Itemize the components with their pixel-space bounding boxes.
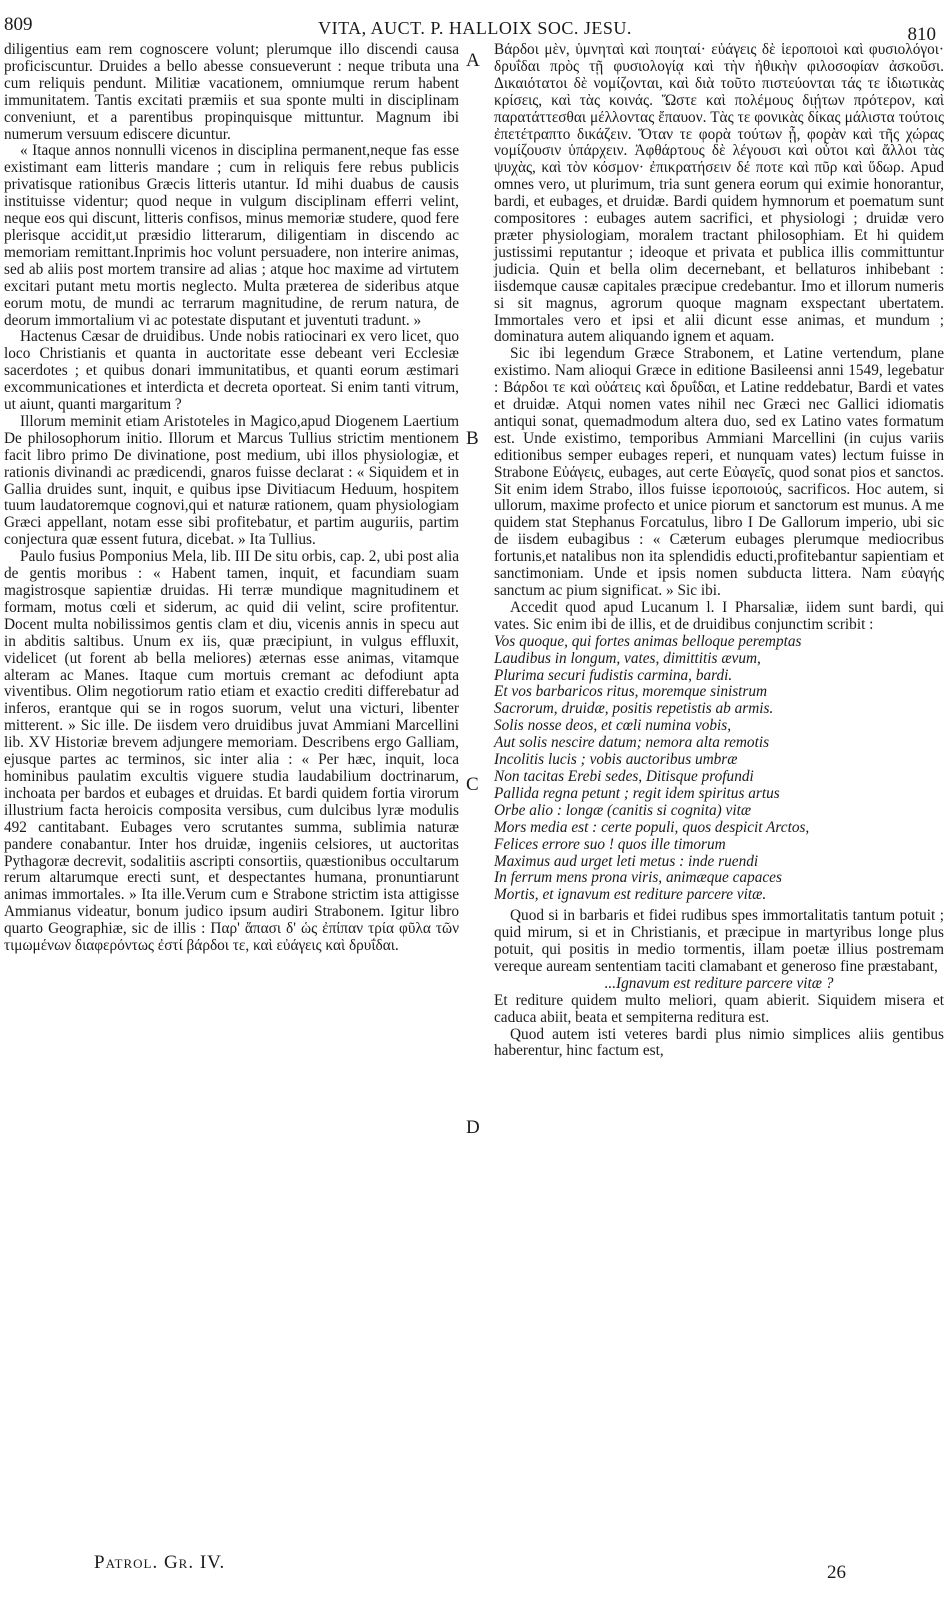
paragraph: Quod si in barbaris et fidei rudibus spes immortalitatis tantum potuit ; quid mirum, si et in Christianis, et præcipue in martyribus longe plus potuit, qui positis in medio tormentis, illam poetæ illius postremam vereque auream sententiam taciti clamabant et generoso fine præstabant, [494, 907, 944, 975]
paragraph: Illorum meminit etiam Aristoteles in Magico,apud Diogenem Laertium De philosophorum initio. Illorum et Marcus Tullius strictim mentionem facit libro primo De divinatione, post medium, ubi illos physiologiæ, et rationis divinandi ac prædicendi, gnaros fuisse declarat : « Siquidem et in Gallia druides sunt, inquit, e quibus ipse Divitiacum Heduum, hospitem tuum laudatoremque cognovi,qui et naturæ rationem, quam physiologiam Græci appellant, notam esse sibi profitebatur, et partim auguriis, partim conjectura quæ essent futura, dicebat. » Ita Tullius. [4, 412, 459, 549]
verse-line: Orbe alio : longæ (canitis si cognita) vitæ [494, 801, 752, 819]
verse-line: Sacrorum, druidæ, positis repetistis ab armis. [494, 700, 774, 718]
paragraph: diligentius eam rem cognoscere volunt; plerumque illo discendi causa proficiscuntur. Druides a bello abesse consueverunt : neque tributa una cum reliquis pendunt. Militiæ vacationem, omniumque rerum habent immunitatem. Tantis excitati præmiis et sua sponte multi in disciplinam conveniunt, et a parentibus propinquisque mittuntur. Magnum ibi numerum versuum ediscere dicuntur. [4, 41, 459, 143]
verse-line: Maximus aud urget leti metus : inde ruendi [494, 852, 759, 870]
verse-line: Vos quoque, qui fortes animas belloque peremptas [494, 632, 802, 650]
paragraph: Accedit quod apud Lucanum l. I Pharsaliæ, iidem sunt bardi, qui vates. Sic enim ibi de illis, et de druidibus conjunctim scribit : [494, 598, 944, 633]
paragraph: « Itaque annos nonnulli vicenos in disciplina permanent,neque fas esse existimant eam litteris mandare ; cum in reliquis fere rebus publicis privatisque rationibus Græcis litteris utantur. Id mihi duabus de causis instituisse videntur; quod neque in vulgum disciplinam efferri velint, neque eos qui discunt, litteris confisos, minus memoriæ studere, quod fere plerisque accidit,ut præsidio litterarum, diligentiam in discendo ac memoriam remittant.Inprimis hoc volunt persuadere, non interire animas, sed ab aliis post mortem transire ad alias ; atque hoc maxime ad virtutem excitari putant metu mortis neglecto. Multa præterea de sideribus atque eorum motu, de mundi ac terrarum magnitudine, de rerum natura, de deorum immortalium vi ac potestate disputant et juventuti tradunt. » [4, 142, 459, 329]
page-header [0, 14, 950, 45]
section-marker-c: C [466, 774, 479, 795]
verse-line: In ferrum mens prona viris, animæque capaces [494, 869, 782, 887]
section-marker-b: B [466, 428, 479, 449]
verse-line: Mortis, et ignavum est rediture parcere vitæ. [494, 886, 767, 904]
verse-line: Felices errore suo ! quos ille timorum [494, 835, 726, 853]
running-title: VITA, AUCT. P. HALLOIX SOC. JESU. [318, 18, 632, 38]
right-column [494, 42, 944, 1060]
footer-signature-number: 26 [827, 1562, 846, 1583]
footer-series-label: Patrol. Gr. IV. [94, 1552, 226, 1573]
verse-line: Incolitis lucis ; vobis auctoribus umbræ [494, 751, 738, 769]
paragraph: Βάρδοι μὲν, ὑμνηταὶ καὶ ποιηταί· εὐάγεις δὲ ἱεροποιοὶ καὶ φυσιολόγοι· δρυΐδαι πρὸς τῇ φυσιολογίᾳ καὶ τὴν ἠθικὴν φιλοσοφίαν ἀσκοῦσι. Δικαιότατοι δὲ νομίζονται, καὶ διὰ τοῦτο πιστεύονται τάς τε ἰδιωτικὰς κρίσεις, καὶ τὰς κοινάς. Ὥστε καὶ πολέμους διῄτων πρότερον, καὶ παρατάττεσθαι μέλλοντας ἔπαυον. Τὰς τε φονικὰς δίκας μάλιστα τούτοις ἐπετέτραπτο δικάζειν. Ὅταν τε φορὰ τούτων ᾖ, φορὰν καὶ τῆς χώρας νομίζουσιν ὑπάρχειν. Ἀφθάρτους δὲ λέγουσι καὶ οὗτοι καὶ ἄλλοι τὰς ψυχὰς, καὶ τὸν κόσμον· ἐπικρατήσειν δέ ποτε καὶ πῦρ καὶ ὕδωρ. Apud omnes vero, ut plurimum, tria sunt genera eorum qui eximie honorantur, bardi, et eubages, et druidæ. Bardi quidem hymnorum et poematum sunt compositores : eubages autem sacrifici, et physiologi ; druidæ vero præter physiologiam, moralem tractant philosophiam. Et hi quidem justissimi reputantur ; ideoque et privata et publica illis committuntur judicia. Quin et bella olim decernebant, et bellaturos inhibebant : iisdemque causæ capitales præcipue credebantur. Imo et illorum numeris si sit magnus, agrorum quoque magnam exspectant ubertatem. Immortales vero et ipsi et alii dicunt esse animas, et mundum ; dominatura autem aliquando ignem et aquam. [494, 41, 944, 346]
verse-line: Laudibus in longum, vates, dimittitis ævum, [494, 649, 761, 667]
left-column [4, 42, 459, 955]
verse-line: Plurima securi fudistis carmina, bardi. [494, 666, 733, 684]
section-marker-d: D [466, 1117, 480, 1138]
paragraph: Et rediture quidem multo meliori, quam abierit. Siquidem misera et caduca abiit, beata et sempiterna reditura est. [494, 991, 944, 1026]
verse-line: Mors media est : certe populi, quos despicit Arctos, [494, 818, 810, 836]
verse-line: Solis nosse deos, et cœli numina vobis, [494, 717, 732, 735]
verse-line: Aut solis nescire datum; nemora alta remotis [494, 734, 770, 752]
paragraph: Hactenus Cæsar de druidibus. Unde nobis ratiocinari ex vero licet, quo loco Christianis et quanta in auctoritate esse debeant veri Ecclesiæ sacerdotes ; et quibus donari immunitatibus, et quanti eorum æstimari excommunicationes et interdicta et decreta oporteat. Si enim tanti vitrum, ut aiunt, quanti margaritum ? [4, 328, 459, 414]
verse-line: Non tacitas Erebi sedes, Ditisque profundi [494, 767, 754, 785]
page-number-left: 809 [4, 14, 33, 35]
verse-line: Et vos barbaricos ritus, moremque sinistrum [494, 683, 768, 701]
paragraph: Quod autem isti veteres bardi plus nimio simplices aliis gentibus haberentur, hinc factum est, [494, 1025, 944, 1060]
paragraph: Paulo fusius Pomponius Mela, lib. III De situ orbis, cap. 2, ubi post alia de gentis moribus : « Habent tamen, inquit, et facundiam suam magistrosque sapientiæ druidas. Hi terræ mundique magnitudinem et formam, motus cœli et siderum, ac quid dii velint, scire profitentur. Docent multa nobilissimos gentis clam et diu, vicenis annis in specu aut in abditis saltibus. Unum ex iis, quæ præcipiunt, in vulgus effluxit, videlicet (ut forent ab bella meliores) æternas esse animas, vitamque alteram ac Manes. Itaque cum mortuis cremant ac defodiunt apta viventibus. Olim negotiorum ratio etiam et exactio crediti differebatur ad inferos, erantque qui se in rogos suorum, velut una victuri, libenter mitterent. » Sic ille. De iisdem vero druidibus juvat Ammiani Marcellini lib. XV Historiæ brevem adjungere memoriam. Describens ergo Galliam, ejusque partes ac terminos, sic inter alia : « Per hæc, inquit, loca hominibus paulatim excultis viguere studia laudabilium doctrinarum, inchoata per bardos et eubages et druidas. Et bardi quidem fortia virorum illustrium facta heroicis composita versibus, cum dulcibus lyræ modulis 492 cantitabant. Eubages vero scrutantes summa, sublimia naturæ pandere conabantur. Inter hos druidæ, ingeniis celsiores, ut auctoritas Pythagoræ decrevit, sodalitiis ascripti consortiis, quæstionibus occultarum rerum altarumque erecti sunt, et despectantes humana, pronuntiarunt animas immortales. » Ita ille.Verum cum e Strabone strictim ista attigisse Ammianus videatur, bonum judico ipsum audiri Strabonem. Igitur libro quarto Geographiæ, sic de illis : Παρ' ἅπασι δ' ὡς ἐπίπαν τρία φῦλα τῶν τιμωμένων διαφερόντως ἐστί βάρδοι τε, καὶ εὐάγεις καὶ δρυΐδαι. [4, 548, 459, 955]
verse-line: Pallida regna petunt ; regit idem spiritus artus [494, 784, 780, 802]
paragraph: Sic ibi legendum Græce Strabonem, et Latine vertendum, plane existimo. Nam alioqui Græce in editione Basileensi anni 1549, legebatur : Βάρδοι τε καὶ οὐάτεις καὶ δρυΐδαι, et Latine reddebatur, Bardi et vates et druidæ. Atqui nomen vates nihil nec Græci nec Gallici idiomatis antiqui sonat, quemadmodum altera duo, sed ex Latino vates formatum est. Unde existimo, temporibus Ammiani Marcellini (in cujus variis editionibus semper eubages reperi, et nunquam vates) lectum fuisse in Strabone Εὐάγεις, eubages, aut certe Εὐαγεῖς, quod sonat pios et sanctos. Sit enim idem Strabo, illos fuisse ἱεροποιούς, sacrificos. Hoc autem, si ullorum, maxime profecto et unice piorum et sanctorum est munus. A me quidem stat Stephanus Forcatulus, libro I De Gallorum imperio, ubi sic de iisdem eubagibus : « Cæterum eubages plerumque mediocribus fortunis,et natalibus non ita splendidis educti,profitebantur sapientiam et sanctimoniam. Unde et ipsis nomen subducta littera. Nam εὐαγής sanctum ac pium significat. » Sic ibi. [494, 345, 944, 599]
page-number-right: 810 [907, 24, 936, 45]
paragraph: ...Ignavum est rediture parcere vitæ ? [604, 974, 834, 992]
section-marker-a: A [466, 50, 480, 71]
